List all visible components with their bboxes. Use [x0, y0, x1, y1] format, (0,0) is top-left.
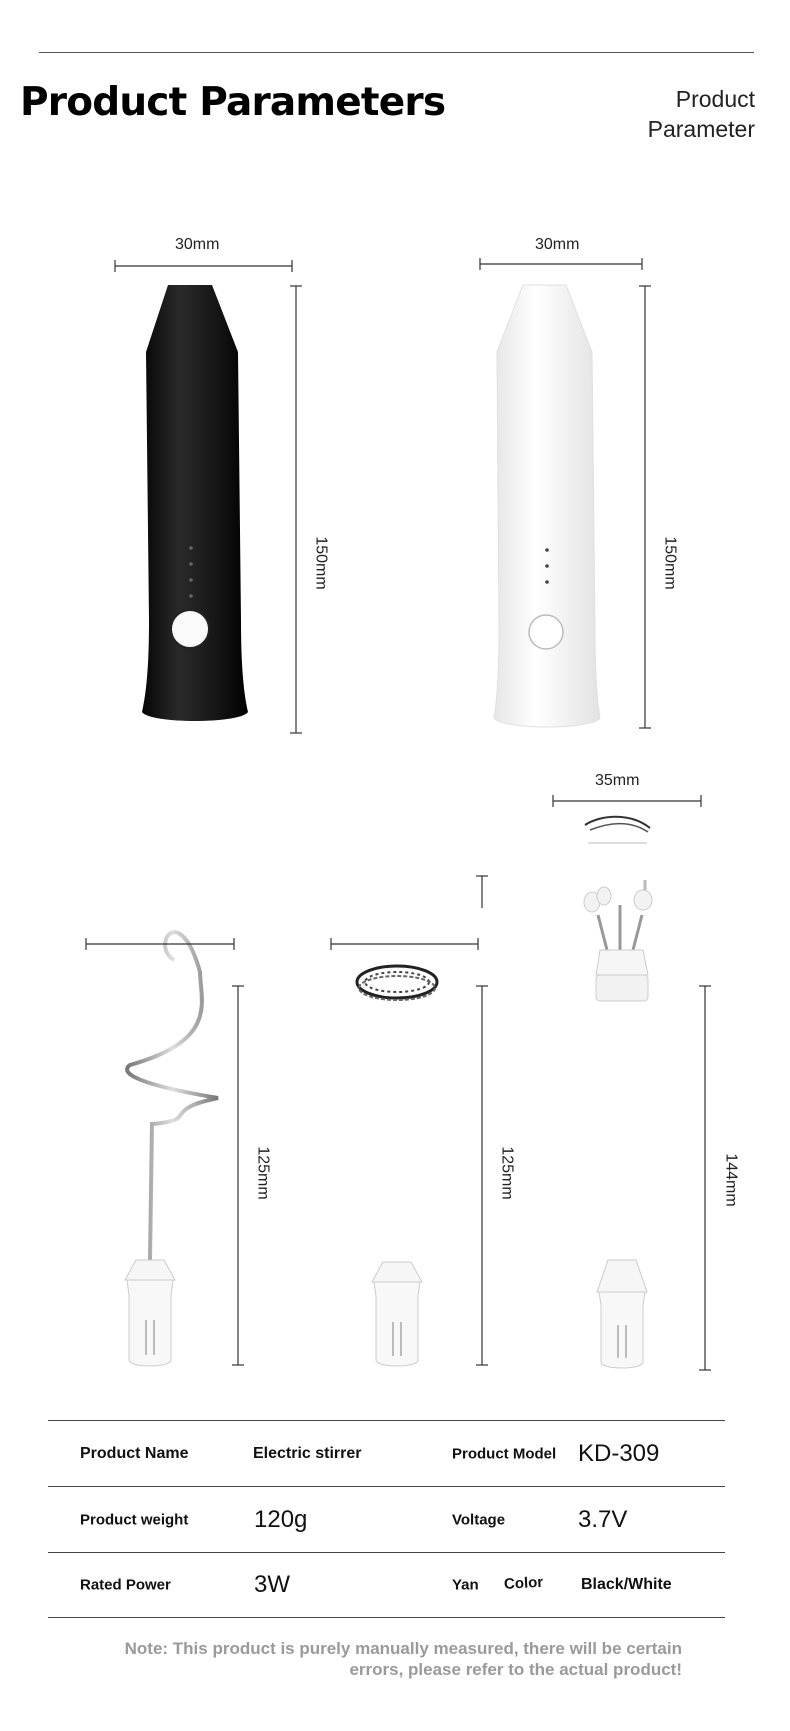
color-label-prefix: Yan	[452, 1576, 479, 1594]
product-weight-value: 120g	[254, 1505, 308, 1533]
color-label: Color	[503, 1573, 544, 1593]
page-title: Product Parameters	[20, 80, 446, 125]
product-name-value: Electric stirrer	[253, 1444, 362, 1462]
product-weight-label: Product weight	[80, 1511, 189, 1528]
voltage-label: Voltage	[452, 1511, 506, 1528]
measurement-note	[62, 1638, 682, 1680]
black-height-label: 150mm	[312, 536, 330, 590]
white-height-label: 150mm	[661, 536, 679, 590]
product-model-value: KD-309	[578, 1439, 660, 1467]
white-power-button	[529, 615, 563, 649]
spec-row	[48, 1552, 725, 1618]
note-line-1: Note: This product is purely manually measured, there will be certain	[124, 1639, 682, 1658]
black-width-label: 30mm	[175, 236, 220, 253]
color-value: Black/White	[581, 1576, 672, 1593]
hook-attachment	[125, 932, 218, 1366]
subtitle-line-1: Product	[675, 86, 755, 112]
subtitle-line-2: Parameter	[647, 116, 755, 142]
note-line-2: errors, please refer to the actual product!	[349, 1660, 682, 1679]
coil-attachment	[357, 966, 437, 1366]
rated-power-value: 3W	[254, 1571, 290, 1598]
product-model-label: Product Model	[452, 1445, 557, 1462]
coil-height-label: 125mm	[498, 1146, 516, 1200]
whisk-attachment	[584, 817, 652, 1368]
voltage-value: 3.7V	[578, 1505, 628, 1533]
white-width-label: 30mm	[535, 236, 580, 253]
whisk-height-label: 144mm	[722, 1153, 740, 1207]
black-frother	[142, 285, 248, 721]
black-power-button	[171, 610, 209, 648]
product-name-label: Product Name	[80, 1444, 189, 1462]
rated-power-label: Rated Power	[80, 1576, 171, 1594]
spec-row	[48, 1420, 725, 1486]
spec-row	[48, 1486, 725, 1552]
spec-table	[48, 1420, 725, 1618]
white-frother	[494, 285, 600, 727]
whisk-width-label: 35mm	[595, 772, 640, 789]
hook-height-label: 125mm	[254, 1146, 272, 1200]
